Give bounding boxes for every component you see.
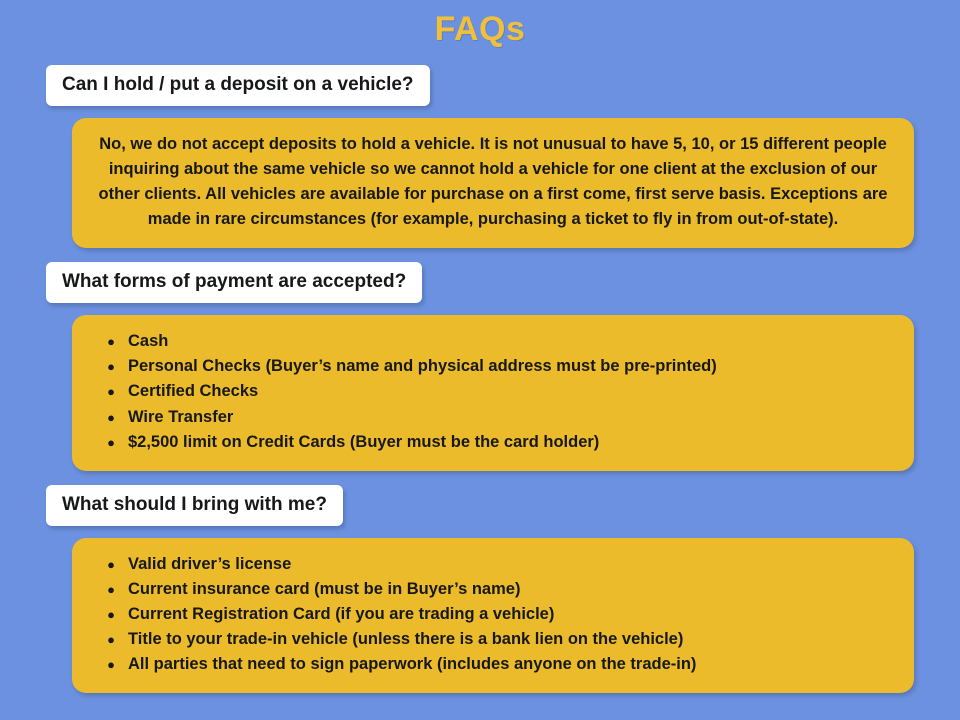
list-item-label: Valid driver’s license: [128, 554, 292, 573]
faq-answer-2: [72, 315, 914, 470]
bullet-icon: ●: [107, 606, 115, 622]
faq-item-3: [0, 485, 960, 693]
bullet-icon: ●: [107, 409, 115, 425]
faq-question-3: What should I bring with me?: [46, 485, 343, 526]
list-item: [94, 552, 892, 577]
question-wrapper-1: [0, 65, 960, 106]
list-item: [94, 430, 892, 455]
list-item-label: Certified Checks: [128, 382, 259, 401]
faq-item-2: [0, 262, 960, 470]
faq-answer-1: No, we do not accept deposits to hold a vehicle. It is not unusual to have 5, 10, or 15 different people inquiring about the same vehicle so we cannot hold a vehicle for one client at the exclusion of our other clients. All vehicles are available for purchase on a first come, first serve basis. Exceptions are made in rare circumstances (for example, purchasing a ticket to fly in from out-of-state).: [72, 118, 914, 248]
list-item: [94, 329, 892, 354]
list-item-label: Current insurance card (must be in Buyer’s name): [128, 579, 521, 598]
list-item-label: Title to your trade-in vehicle (unless there is a bank lien on the vehicle): [128, 629, 684, 648]
page-title: FAQs: [434, 10, 526, 48]
list-item-label: Wire Transfer: [128, 407, 234, 426]
bullet-icon: ●: [107, 631, 115, 647]
bullet-icon: ●: [107, 359, 115, 375]
bullet-icon: ●: [107, 384, 115, 400]
bullet-icon: ●: [107, 334, 115, 350]
list-item: [94, 354, 892, 379]
list-item: [94, 602, 892, 627]
list-item: [94, 577, 892, 602]
question-wrapper-3: [0, 485, 960, 526]
list-item-label: Current Registration Card (if you are trading a vehicle): [128, 604, 555, 623]
payment-methods-list: [94, 329, 892, 454]
list-item-label: All parties that need to sign paperwork (includes anyone on the trade-in): [128, 655, 697, 674]
question-wrapper-2: [0, 262, 960, 303]
faq-item-1: [0, 65, 960, 248]
faq-answer-3: [72, 538, 914, 693]
list-item: [94, 652, 892, 677]
faq-question-1: Can I hold / put a deposit on a vehicle?: [46, 65, 430, 106]
list-item: [94, 379, 892, 404]
list-item-label: Cash: [128, 332, 169, 351]
list-item: [94, 627, 892, 652]
bring-with-you-list: [94, 552, 892, 677]
bullet-icon: ●: [107, 434, 115, 450]
faq-question-2: What forms of payment are accepted?: [46, 262, 422, 303]
bullet-icon: ●: [107, 556, 115, 572]
bullet-icon: ●: [107, 581, 115, 597]
list-item: [94, 405, 892, 430]
bullet-icon: ●: [107, 657, 115, 673]
list-item-label: Personal Checks (Buyer’s name and physical address must be pre-printed): [128, 357, 717, 376]
list-item-label: $2,500 limit on Credit Cards (Buyer must be the card holder): [128, 432, 600, 451]
